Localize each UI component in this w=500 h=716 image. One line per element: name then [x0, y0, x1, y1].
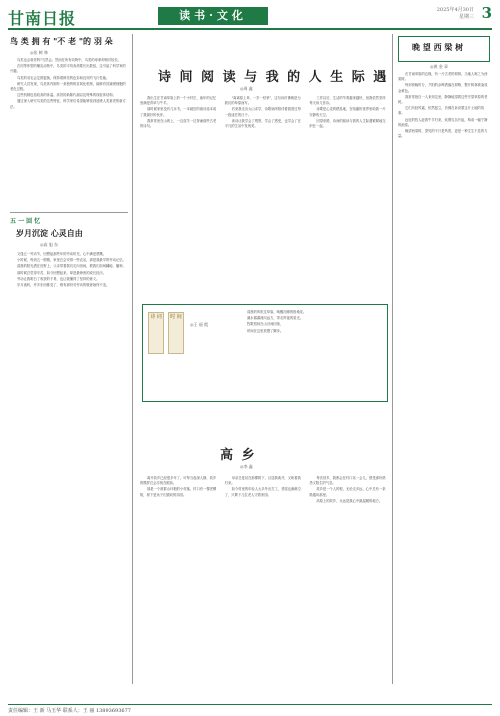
paragraph: 岁月流转，许多东西都变了，唯有那份对劳动的敬意始终不变。	[17, 283, 110, 288]
article-byline-trees: ◎黄 金 章	[430, 64, 449, 69]
weekday: 星期三	[458, 14, 474, 20]
paragraph: 如今村里的年轻人大多外出打工，老屋也渐渐空了，只剩下几位老人守着家园。	[224, 487, 301, 497]
article-body-birds	[10, 58, 128, 206]
paragraph: 这些机制包括较高的体温、高效的新陈代谢以及特殊的线粒体结构。	[17, 93, 116, 98]
poem-line: 时间在这里放慢了脚步。	[247, 328, 284, 333]
paragraph: 那时候家里没有几本书，一本破旧的唐诗选本成了我最好的伙伴。	[140, 107, 217, 117]
column-tag: 五 一 回 忆	[10, 218, 41, 225]
masthead	[8, 4, 492, 30]
poem-author: ◎王 丽 霞	[190, 322, 209, 327]
paragraph: 故乡是一个人的根，无论走多远，心中总有一条路通向那里。	[309, 487, 386, 497]
page-number: 3	[481, 4, 492, 22]
paragraph: 晚望西梁树，望见的不只是风景，更是一种生生不息的力量。	[398, 129, 488, 139]
newspaper-logo: 甘南日报	[8, 9, 77, 28]
poem-line: 牧歌悠扬在山谷间回荡，	[247, 322, 284, 327]
paragraph: 每次回乡，我都会在村口站一会儿，感受那份熟悉又陌生的气息。	[309, 476, 386, 486]
column-divider	[132, 34, 133, 684]
paragraph: 工作以后，生活的节奏越来越快，但我依然坚持每天读几首诗。	[309, 96, 386, 106]
paragraph: 它们历经风霜，依然挺立，仿佛在诉说着这片土地的故事。	[398, 106, 485, 116]
article-byline-poetry: ◎周 鑫	[240, 86, 253, 91]
article-byline-hometown: ◎李 鑫	[240, 464, 253, 469]
paragraph: 诗歌是心灵的栖息地，在喧嚣的世界里给我一片安静的天空。	[309, 107, 386, 117]
paragraph: 小时候，每到五一假期，家里总会安排一些农活，那是我最早的劳动记忆。	[17, 258, 126, 263]
paragraph: 在甘南草原的边缘，有一片古老的树林，当地人称之为西梁树。	[398, 72, 488, 82]
section-banner: 读书·文化	[158, 7, 268, 25]
poem-tag-right: 时 间	[168, 312, 184, 354]
poem-tag-left: 诗 词	[148, 312, 164, 354]
paragraph: 通过深入研究鸟类的这些特征，科学家们希望能够找到延缓人类衰老的新方法。	[10, 99, 126, 109]
paragraph: 鸟类的羽毛会定期更换，保持着鲜亮的色彩和良好的飞行性能。	[17, 75, 110, 80]
paragraph: 每到傍晚时分，夕阳的余晖洒落在树梢，整片树林被染成金黄色。	[398, 83, 488, 93]
paragraph: 离开故乡已经很多年了，可每当夜深人静，故乡的模样总会浮现在眼前。	[140, 476, 217, 486]
paragraph: 我出生在甘南草原上的一个小村庄，童年的记忆里满是青草与牛羊。	[140, 96, 217, 106]
poem-line: 溪水潺潺流向远方，带走昨夜的星光。	[247, 316, 304, 321]
paragraph: 高原上的故乡，永远是我心中最温暖的地方。	[316, 498, 383, 503]
paragraph: 在同等体型的哺乳动物中，鸟类的平均寿命要长出数倍，这引起了科学家的兴趣。	[10, 64, 126, 74]
paragraph: 母亲总是站在那棵树下，目送我离开，又盼着我归来。	[224, 476, 301, 486]
article-title-memory: 岁月沉淀 心灵自由	[16, 228, 83, 238]
article-body-hometown	[140, 476, 388, 696]
section-divider	[10, 212, 128, 213]
article-byline-memory: ◎高 旭 东	[40, 242, 59, 247]
paragraph: 研究人员发现，鸟类体内拥有一套独特的抗氧化机制，能够有效减缓细胞的老化过程。	[10, 81, 126, 92]
article-body-poetry	[140, 96, 388, 240]
article-body-memory	[10, 252, 128, 692]
poem-body	[240, 310, 380, 390]
paragraph: 劳动让我明白了收获的不易，也让我懂得了坚持的意义。	[17, 276, 100, 281]
article-title-poetry: 诗 间 阅 读 与 我 的 人 生 际 遇	[158, 70, 389, 85]
article-title-birds: 鸟 类 拥 有 "不 老 "的 羽 朵	[10, 36, 113, 46]
paragraph: 后来我走出大山求学，诗歌始终陪伴着我度过每一段迷茫的日子。	[224, 107, 301, 117]
paragraph: 那时候总觉得辛苦，如今回想起来，却是最珍贵的成长经历。	[17, 270, 107, 275]
article-title-trees: 晚 望 西 梁 树	[412, 42, 464, 52]
column-divider	[392, 34, 393, 684]
paragraph: 回望来路，诗间的阅读与我的人生际遇紧紧地交织在一起。	[309, 118, 386, 129]
paragraph: 又逢五一劳动节，回想起那些年的劳动时光，心中满是感慨。	[17, 252, 107, 256]
date: 2025年4月30日	[436, 7, 474, 13]
dateline	[437, 7, 474, 21]
paragraph: 我常常坐在山坡上，一边放羊一边背诵那些古老的诗句。	[140, 118, 217, 129]
paragraph: "离离原上草，一岁一枯荣"，这句诗仿佛就是为我们的草原而写。	[224, 96, 301, 106]
article-byline-birds: ◎张 树 林	[30, 50, 49, 55]
article-title-hometown: 高 乡	[220, 448, 257, 463]
poem-line: 清晨的风吹过草原，唤醒沉睡的格桑花。	[247, 310, 307, 314]
paragraph: 清晨的阳光洒在田野上，父亲带着我们走向田间，教我们如何翻地、播种。	[17, 264, 126, 269]
paragraph: 那是一个被群山环抱的小村落，村口有一棵老柳树，树下是孩子们嬉戏的乐园。	[140, 487, 217, 497]
page-footer: 责任编辑：王 新 马玉华 联系人：王 丽 13893693677	[8, 704, 492, 714]
paragraph: 读诗让我学会了观察，学会了感受，也学会了在平凡的生活中发现美。	[224, 118, 301, 129]
article-body-trees	[398, 72, 488, 684]
paragraph: 远处的牧人赶着牛羊归来，炊烟袅袅升起，构成一幅宁静的画卷。	[398, 117, 488, 127]
paragraph: 鸟类也会衰老吗?当然会。然而在所有动物中，鸟类的寿命却相对较长。	[17, 58, 121, 62]
paragraph: 我常常独自一人来到这里，静静地望着这些守望草原的老树。	[398, 94, 488, 105]
